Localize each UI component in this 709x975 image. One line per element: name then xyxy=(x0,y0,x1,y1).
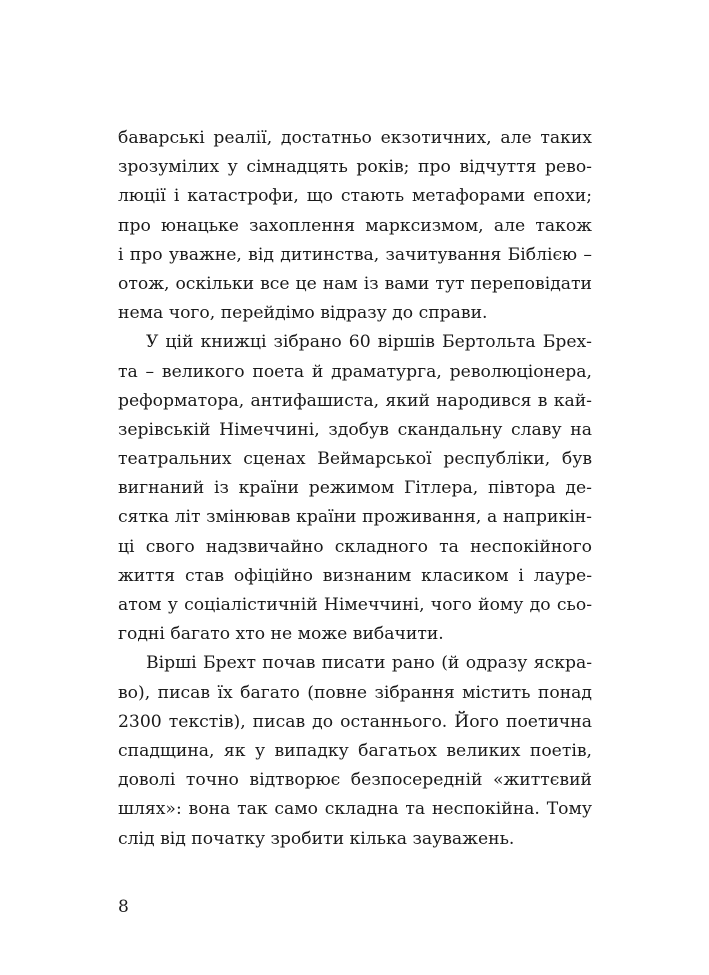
text-line: нема чого, перейдімо відразу до справи. xyxy=(118,303,488,324)
text-line: люції і катастрофи, що стають метафорами епохи; xyxy=(118,186,592,207)
text-line: і про уважне, від дитинства, зачитування Біблією – xyxy=(118,244,592,265)
text-line: спадщина, як у випадку багатьох великих поетів, xyxy=(118,740,592,761)
text-line: баварські реалії, достатньо екзотичних, але таких xyxy=(118,128,592,148)
text-line: во), писав їх багато (повне зібрання містить понад xyxy=(118,682,592,703)
text-line: про юнацьке захоплення марксизмом, але також xyxy=(118,215,592,236)
paragraph xyxy=(118,649,592,853)
text-line: життя став офіційно визнаним класиком і лауре- xyxy=(118,565,592,586)
text-line: отож, оскільки все це нам із вами тут переповідати xyxy=(118,273,592,294)
text-line: Вірші Брехт почав писати рано (й одразу яскра- xyxy=(146,653,592,674)
text-line: театральних сценах Веймарської республіки, був xyxy=(118,449,592,470)
text-line: ці свого надзвичайно складного та неспокійного xyxy=(118,536,592,557)
text-line: зерівській Німеччині, здобув скандальну славу на xyxy=(118,419,592,440)
text-line: У цій книжці зібрано 60 віршів Бертольта Брех- xyxy=(146,332,592,353)
text-line: вигнаний із країни режимом Гітлера, півтора де- xyxy=(118,478,592,499)
text-line: годні багато хто не може вибачити. xyxy=(118,624,444,645)
text-line: атом у соціалістичній Німеччині, чого йому до сьо- xyxy=(118,595,592,615)
paragraph xyxy=(118,328,592,649)
page-number: 8 xyxy=(118,897,129,917)
text-line: зрозумілих у сімнадцять років; про відчуття рево- xyxy=(118,157,592,178)
text-line: сятка літ змінював країни проживання, а наприкін- xyxy=(118,507,592,528)
body-text xyxy=(118,124,592,854)
text-line: шлях»: вона так само складна та неспокійна. Тому xyxy=(118,799,592,820)
paragraph xyxy=(118,124,592,328)
text-line: слід від початку зробити кілька зауважень. xyxy=(118,828,515,849)
text-line: реформатора, антифашиста, який народився в кай- xyxy=(118,390,592,411)
text-line: та – великого поета й драматурга, революціонера, xyxy=(118,361,592,382)
text-line: 2300 текстів), писав до останнього. Його поетична xyxy=(118,711,592,732)
text-line: доволі точно відтворює безпосередній «життєвий xyxy=(118,770,592,791)
